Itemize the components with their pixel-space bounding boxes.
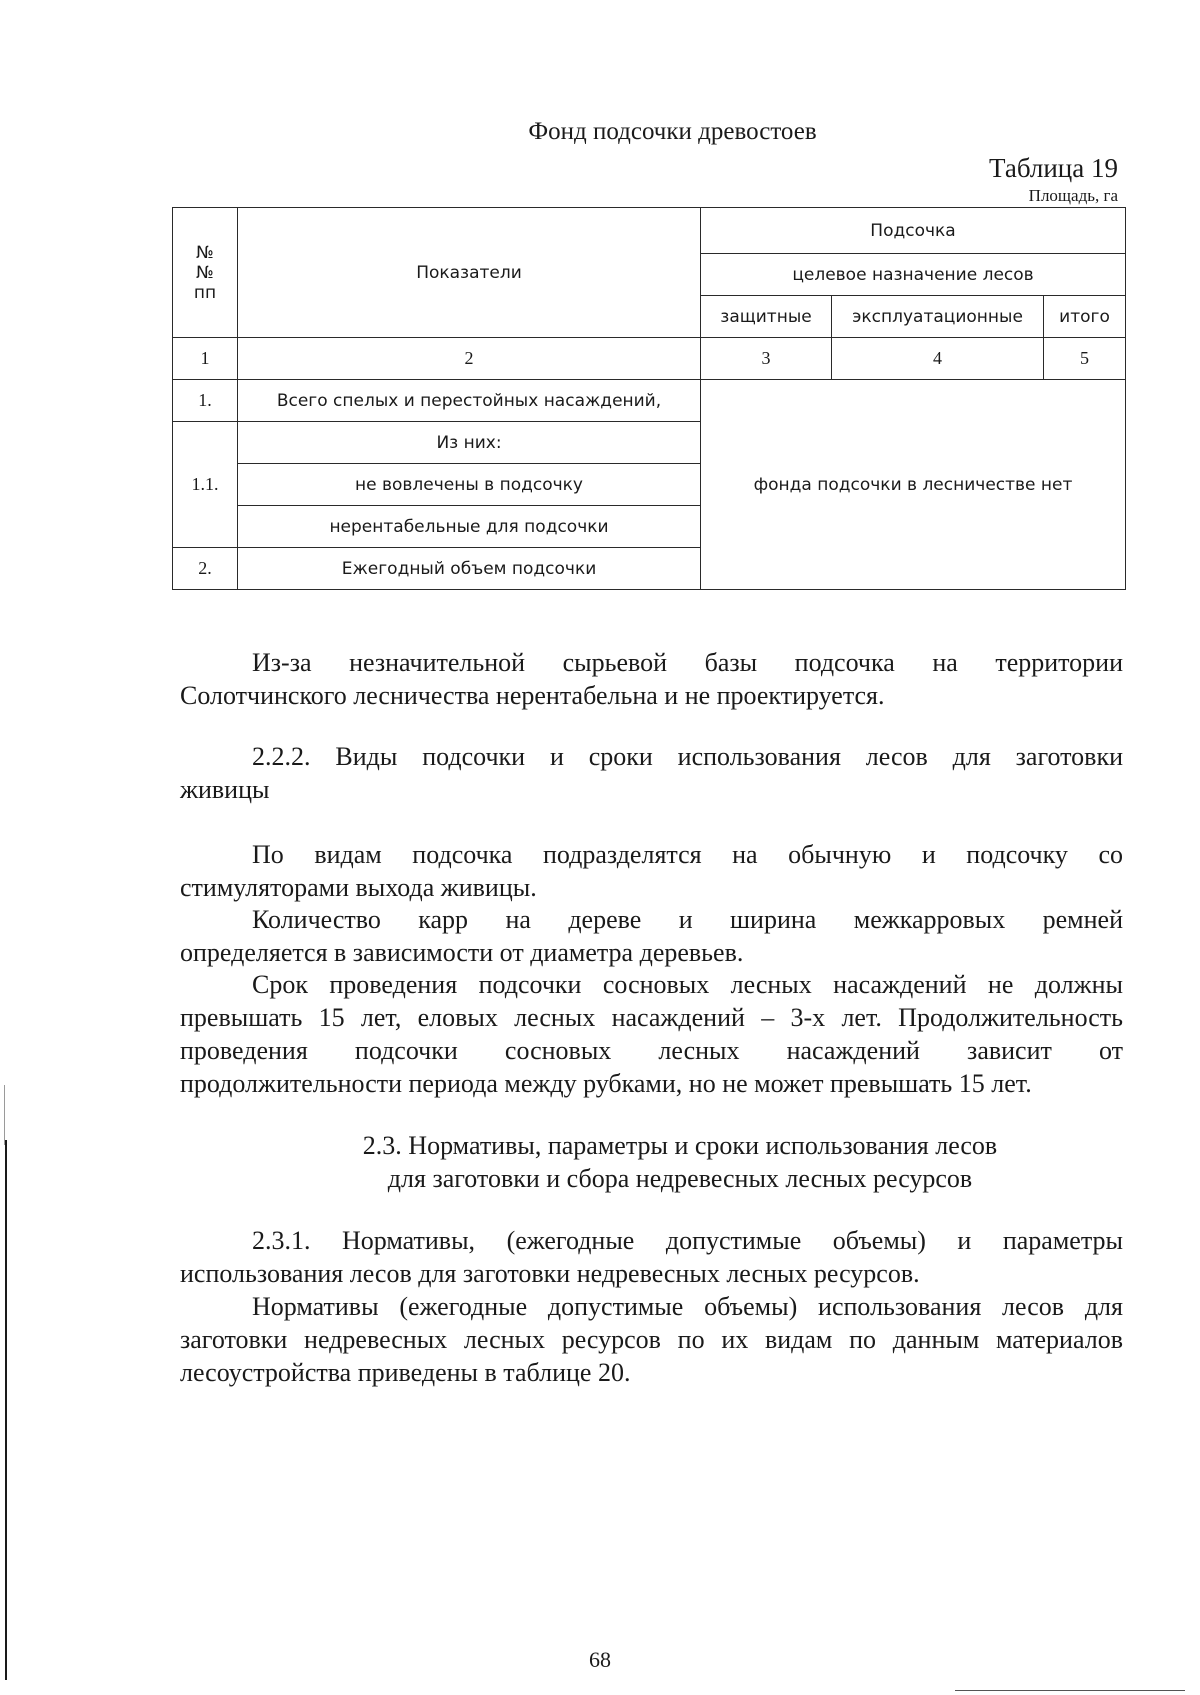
paragraph-line: заготовки недревесных лесных ресурсов по их видам по данным материалов (180, 1325, 1123, 1354)
paragraph-line: использования лесов для заготовки недревесных лесных ресурсов. (180, 1259, 920, 1288)
header-operational: эксплуатационные (832, 296, 1044, 338)
page-number: 68 (589, 1647, 611, 1672)
column-number: 4 (832, 338, 1044, 380)
paragraph-line: продолжительности периода между рубками, но не может превышать 15 лет. (180, 1069, 1032, 1098)
section-heading: для заготовки и сбора недревесных лесных ресурсов (387, 1164, 973, 1193)
scan-edge-mark (4, 1085, 5, 1145)
paragraph-line: Нормативы (ежегодные допустимые объемы) использования лесов для (252, 1292, 1123, 1321)
row-num: 1. (173, 380, 238, 422)
column-number: 3 (701, 338, 832, 380)
table-row (173, 380, 1126, 422)
row-num: 2. (173, 548, 238, 590)
paragraph-line: Из-за незначительной сырьевой базы подсочка на территории (252, 648, 1123, 677)
header-total: итого (1044, 296, 1126, 338)
column-number: 1 (173, 338, 238, 380)
row-label: Из них: (238, 422, 701, 464)
tapping-fund-table (172, 207, 1126, 590)
section-heading: 2.2.2. Виды подсочки и сроки использования лесов для заготовки (252, 742, 1123, 771)
table-unit: Площадь, га (1028, 186, 1118, 205)
scan-edge-mark (5, 1140, 7, 1680)
row-label: Всего спелых и перестойных насаждений, (238, 380, 701, 422)
paragraph-line: 2.3.1. Нормативы, (ежегодные допустимые объемы) и параметры (252, 1226, 1123, 1255)
row-label: Ежегодный объем подсочки (238, 548, 701, 590)
column-number: 2 (238, 338, 701, 380)
section-heading: 2.3. Нормативы, параметры и сроки использования лесов (362, 1131, 998, 1160)
paragraph-line: проведения подсочки сосновых лесных насаждений зависит от (180, 1036, 1123, 1065)
column-number-row (173, 338, 1126, 380)
merged-value-cell: фонда подсочки в лесничестве нет (701, 380, 1126, 590)
header-tapping: Подсочка (701, 208, 1126, 254)
row-label: нерентабельные для подсочки (238, 506, 701, 548)
section-heading: живицы (180, 775, 270, 804)
header-row-1 (173, 208, 1126, 254)
paragraph-line: По видам подсочка подразделятся на обычную и подсочку со (252, 840, 1123, 869)
paragraph-line: определяется в зависимости от диаметра деревьев. (180, 938, 744, 967)
table-number: Таблица 19 (989, 153, 1118, 183)
row-num: 1.1. (173, 422, 238, 548)
header-purpose: целевое назначение лесов (701, 254, 1126, 296)
table-title: Фонд подсочки древостоев (528, 118, 817, 145)
paragraph-line: Солотчинского лесничества нерентабельна и не проектируется. (180, 681, 885, 710)
header-num: №№ пп (173, 208, 238, 338)
header-protective: защитные (701, 296, 832, 338)
paragraph-line: лесоустройства приведены в таблице 20. (180, 1358, 631, 1387)
paragraph-line: стимуляторами выхода живицы. (180, 873, 537, 902)
paragraph-line: Срок проведения подсочки сосновых лесных насаждений не должны (252, 970, 1123, 999)
row-label: не вовлечены в подсочку (238, 464, 701, 506)
paragraph-line: превышать 15 лет, еловых лесных насаждений – 3-х лет. Продолжительность (180, 1003, 1123, 1032)
header-indicators: Показатели (238, 208, 701, 338)
paragraph-line: Количество карр на дереве и ширина межкарровых ремней (252, 905, 1123, 934)
scan-edge-mark (955, 1690, 1185, 1691)
column-number: 5 (1044, 338, 1126, 380)
